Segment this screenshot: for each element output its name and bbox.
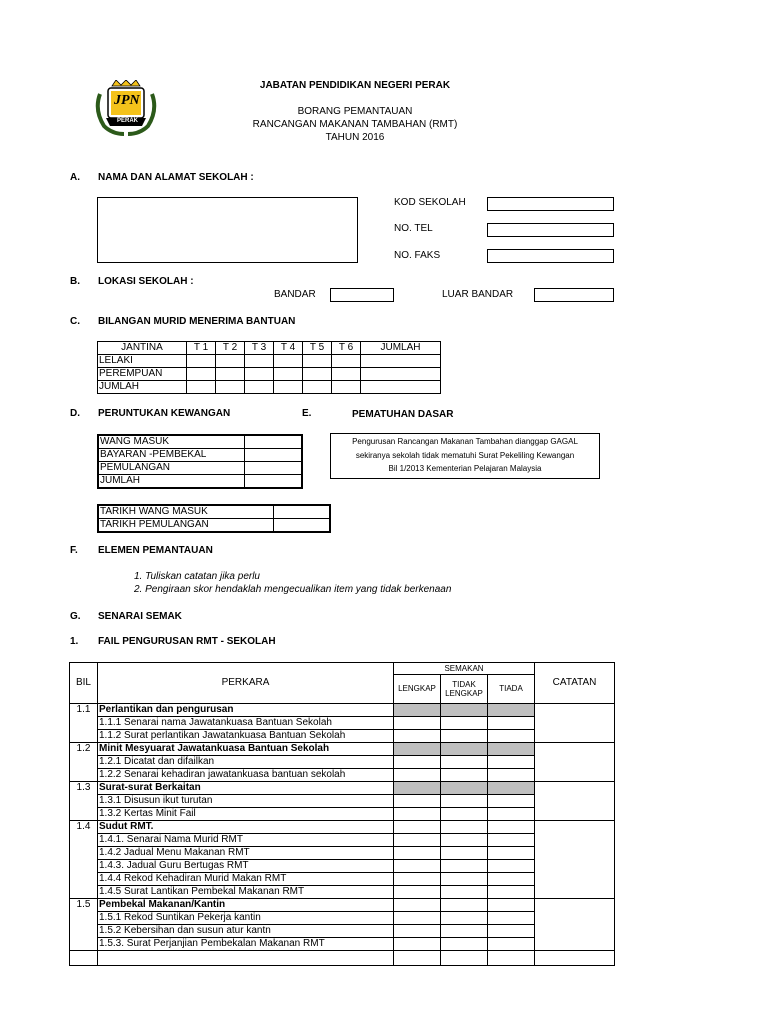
table-row xyxy=(98,381,441,394)
header-t5: T 5 xyxy=(303,342,332,355)
check-cell[interactable] xyxy=(441,795,488,808)
group-number: 1.4 xyxy=(70,821,98,899)
count-cell[interactable] xyxy=(332,381,361,394)
count-cell[interactable] xyxy=(216,381,245,394)
section-c-title: BILANGAN MURID MENERIMA BANTUAN xyxy=(98,316,296,327)
table-row xyxy=(98,355,441,368)
catatan-cell[interactable] xyxy=(535,899,615,951)
check-cell[interactable] xyxy=(441,938,488,951)
check-cell[interactable] xyxy=(488,730,535,743)
count-cell[interactable] xyxy=(245,355,274,368)
count-cell[interactable] xyxy=(274,368,303,381)
group-title: Perlantikan dan pengurusan xyxy=(98,704,394,717)
logo-perak-text: PERAK xyxy=(117,118,139,124)
checklist-item-row xyxy=(70,795,615,808)
check-cell[interactable] xyxy=(394,938,441,951)
count-cell[interactable] xyxy=(245,381,274,394)
checklist-group-row xyxy=(70,899,615,912)
checklist-item-row xyxy=(70,925,615,938)
date-cell[interactable] xyxy=(273,505,330,519)
checklist-item-row xyxy=(70,912,615,925)
check-cell[interactable] xyxy=(394,886,441,899)
checklist-item-label: 1.4.4 Rekod Kehadiran Murid Makan RMT xyxy=(98,873,394,886)
section-e-letter: E. xyxy=(302,408,312,419)
catatan-cell[interactable] xyxy=(535,704,615,743)
section-b-letter: B. xyxy=(70,276,80,287)
section-c-letter: C. xyxy=(70,316,80,327)
policy-note-line-2: sekiranya sekolah tidak mematuhi Surat Pekeliling Kewangan xyxy=(355,451,575,460)
pemulangan-label: PEMULANGAN xyxy=(98,462,244,475)
check-cell[interactable] xyxy=(441,717,488,730)
check-cell[interactable] xyxy=(488,834,535,847)
section-g-letter: G. xyxy=(70,611,81,622)
header-t2: T 2 xyxy=(216,342,245,355)
check-cell[interactable] xyxy=(441,886,488,899)
header-perkara: PERKARA xyxy=(98,663,394,704)
check-cell[interactable] xyxy=(394,821,441,834)
programme-title: RANCANGAN MAKANAN TAMBAHAN (RMT) xyxy=(252,119,458,130)
check-cell[interactable] xyxy=(394,847,441,860)
instruction-2: 2. Pengiraan skor hendaklah mengecualikan item yang tidak berkenaan xyxy=(134,584,452,595)
check-cell[interactable] xyxy=(394,756,441,769)
checklist-item-label: 1.2.1 Dicatat dan difailkan xyxy=(98,756,394,769)
policy-note-box xyxy=(330,433,600,479)
check-cell[interactable] xyxy=(394,860,441,873)
row-label-lelaki: LELAKI xyxy=(98,355,187,368)
header-tidak-lengkap-line-1: TIDAK xyxy=(452,680,476,689)
group-title: Minit Mesyuarat Jawatankuasa Bantuan Sekolah xyxy=(98,743,394,756)
check-cell[interactable] xyxy=(488,873,535,886)
section-b-title: LOKASI SEKOLAH : xyxy=(98,276,194,287)
count-cell[interactable] xyxy=(303,355,332,368)
section-f-title: ELEMEN PEMANTAUAN xyxy=(98,545,213,556)
table-row xyxy=(98,475,302,489)
blank-cell xyxy=(488,951,535,966)
check-cell[interactable] xyxy=(394,912,441,925)
checklist-item-row xyxy=(70,873,615,886)
check-cell[interactable] xyxy=(488,899,535,912)
table-row xyxy=(98,435,302,449)
catatan-cell[interactable] xyxy=(535,782,615,821)
count-cell[interactable] xyxy=(216,355,245,368)
amount-cell[interactable] xyxy=(244,435,302,449)
year-title: TAHUN 2016 xyxy=(325,132,385,143)
luar-bandar-checkbox[interactable] xyxy=(534,288,614,302)
no-tel-label: NO. TEL xyxy=(394,223,433,234)
check-cell[interactable] xyxy=(394,730,441,743)
count-cell[interactable] xyxy=(274,355,303,368)
section-g-title: SENARAI SEMAK xyxy=(98,611,182,622)
header-t1: T 1 xyxy=(187,342,216,355)
check-cell[interactable] xyxy=(394,899,441,912)
count-cell[interactable] xyxy=(361,368,441,381)
school-name-address-box[interactable] xyxy=(97,197,358,263)
check-cell xyxy=(488,743,535,756)
checklist-item-label: 1.4.5 Surat Lantikan Pembekal Makanan RMT xyxy=(98,886,394,899)
group-title: Pembekal Makanan/Kantin xyxy=(98,899,394,912)
checklist-item-label: 1.4.2 Jadual Menu Makanan RMT xyxy=(98,847,394,860)
checklist-item-row xyxy=(70,717,615,730)
check-cell[interactable] xyxy=(441,873,488,886)
table-row xyxy=(98,505,330,519)
check-cell[interactable] xyxy=(394,769,441,782)
policy-note-line-3: Bil 1/2013 Kementerian Pelajaran Malaysia xyxy=(388,464,542,473)
amount-cell[interactable] xyxy=(244,462,302,475)
check-cell[interactable] xyxy=(488,860,535,873)
checklist-group-row xyxy=(70,782,615,795)
section-d-title: PERUNTUKAN KEWANGAN xyxy=(98,408,231,419)
count-cell[interactable] xyxy=(361,355,441,368)
check-cell[interactable] xyxy=(394,808,441,821)
blank-cell xyxy=(98,951,394,966)
header-tiada: TIADA xyxy=(488,675,535,704)
catatan-cell[interactable] xyxy=(535,743,615,782)
check-cell[interactable] xyxy=(394,873,441,886)
check-cell xyxy=(394,704,441,717)
group-number: 1.2 xyxy=(70,743,98,782)
check-cell[interactable] xyxy=(488,795,535,808)
group-number: 1.3 xyxy=(70,782,98,821)
header-jumlah: JUMLAH xyxy=(361,342,441,355)
bayaran-pembekal-label: BAYARAN -PEMBEKAL xyxy=(98,449,244,462)
count-cell[interactable] xyxy=(303,381,332,394)
check-cell[interactable] xyxy=(441,808,488,821)
checklist-group-row xyxy=(70,704,615,717)
section-d-letter: D. xyxy=(70,408,80,419)
check-cell[interactable] xyxy=(488,821,535,834)
header-bil: BIL xyxy=(70,663,98,704)
check-cell[interactable] xyxy=(394,717,441,730)
policy-note-line-1: Pengurusan Rancangan Makanan Tambahan dianggap GAGAL xyxy=(352,437,578,446)
header-tidak-lengkap xyxy=(441,675,488,704)
table-row xyxy=(98,449,302,462)
checklist-item-label: 1.3.2 Kertas Minit Fail xyxy=(98,808,394,821)
date-table xyxy=(97,504,331,533)
instruction-1: 1. Tuliskan catatan jika perlu xyxy=(134,571,260,582)
checklist-item-row xyxy=(70,860,615,873)
catatan-cell[interactable] xyxy=(535,821,615,899)
count-cell[interactable] xyxy=(361,381,441,394)
checklist-item-row xyxy=(70,730,615,743)
tarikh-wang-masuk-label: TARIKH WANG MASUK xyxy=(98,505,273,519)
checklist-item-label: 1.5.1 Rekod Suntikan Pekerja kantin xyxy=(98,912,394,925)
table-row xyxy=(98,519,330,533)
checklist-item-row xyxy=(70,756,615,769)
checklist-table xyxy=(69,662,615,966)
checklist-blank-row xyxy=(70,951,615,966)
check-cell xyxy=(441,743,488,756)
luar-bandar-label: LUAR BANDAR xyxy=(442,289,514,300)
no-faks-field[interactable] xyxy=(487,249,614,263)
check-cell[interactable] xyxy=(441,730,488,743)
check-cell[interactable] xyxy=(441,756,488,769)
header-lengkap: LENGKAP xyxy=(394,675,441,704)
section-a-title: NAMA DAN ALAMAT SEKOLAH : xyxy=(98,172,254,183)
group-title: Surat-surat Berkaitan xyxy=(98,782,394,795)
check-cell[interactable] xyxy=(394,795,441,808)
check-cell[interactable] xyxy=(394,834,441,847)
subsection-number: 1. xyxy=(70,636,79,647)
blank-cell xyxy=(394,951,441,966)
department-title: JABATAN PENDIDIKAN NEGERI PERAK xyxy=(259,80,451,91)
header-t4: T 4 xyxy=(274,342,303,355)
checklist-item-label: 1.4.1. Senarai Nama Murid RMT xyxy=(98,834,394,847)
checklist-group-row xyxy=(70,743,615,756)
check-cell[interactable] xyxy=(488,847,535,860)
check-cell[interactable] xyxy=(441,847,488,860)
bandar-label: BANDAR xyxy=(274,289,316,300)
header-tidak-lengkap-line-2: LENGKAP xyxy=(445,689,483,698)
group-number: 1.5 xyxy=(70,899,98,951)
check-cell[interactable] xyxy=(441,860,488,873)
check-cell[interactable] xyxy=(488,925,535,938)
student-count-table xyxy=(97,341,441,394)
section-e-title: PEMATUHAN DASAR xyxy=(352,409,454,420)
count-cell[interactable] xyxy=(274,381,303,394)
blank-cell xyxy=(535,951,615,966)
check-cell[interactable] xyxy=(488,756,535,769)
table-row xyxy=(98,462,302,475)
row-label-perempuan: PEREMPUAN xyxy=(98,368,187,381)
bandar-checkbox[interactable] xyxy=(330,288,394,302)
kod-sekolah-label: KOD SEKOLAH xyxy=(394,197,466,208)
checklist-group-row xyxy=(70,821,615,834)
check-cell[interactable] xyxy=(441,834,488,847)
table-row xyxy=(98,368,441,381)
section-a-letter: A. xyxy=(70,172,80,183)
header-t3: T 3 xyxy=(245,342,274,355)
count-cell[interactable] xyxy=(332,368,361,381)
kod-sekolah-field[interactable] xyxy=(487,197,614,211)
finance-table xyxy=(97,434,303,489)
count-cell[interactable] xyxy=(245,368,274,381)
header-t6: T 6 xyxy=(332,342,361,355)
blank-cell xyxy=(441,951,488,966)
checklist-item-label: 1.5.2 Kebersihan dan susun atur kantn xyxy=(98,925,394,938)
group-number: 1.1 xyxy=(70,704,98,743)
check-cell[interactable] xyxy=(441,821,488,834)
check-cell[interactable] xyxy=(488,912,535,925)
checklist-item-row xyxy=(70,886,615,899)
section-f-letter: F. xyxy=(70,545,78,556)
checklist-item-row xyxy=(70,769,615,782)
tarikh-pemulangan-label: TARIKH PEMULANGAN xyxy=(98,519,273,533)
check-cell xyxy=(394,743,441,756)
wang-masuk-label: WANG MASUK xyxy=(98,435,244,449)
checklist-item-label: 1.5.3. Surat Perjanjian Pembekalan Makanan RMT xyxy=(98,938,394,951)
group-title: Sudut RMT. xyxy=(98,821,394,834)
checklist-item-row xyxy=(70,847,615,860)
checklist-item-label: 1.4.3. Jadual Guru Bertugas RMT xyxy=(98,860,394,873)
check-cell[interactable] xyxy=(441,769,488,782)
jpn-perak-logo xyxy=(94,80,158,136)
amount-cell[interactable] xyxy=(244,475,302,489)
check-cell[interactable] xyxy=(488,769,535,782)
count-cell[interactable] xyxy=(187,381,216,394)
jumlah-label: JUMLAH xyxy=(98,475,244,489)
count-cell[interactable] xyxy=(303,368,332,381)
check-cell[interactable] xyxy=(488,886,535,899)
logo-jpn-text: JPN xyxy=(114,93,140,108)
header-catatan: CATATAN xyxy=(535,663,615,704)
form-title: BORANG PEMANTAUAN xyxy=(297,106,413,117)
check-cell xyxy=(394,782,441,795)
check-cell xyxy=(488,782,535,795)
checklist-item-row xyxy=(70,834,615,847)
check-cell xyxy=(441,704,488,717)
check-cell[interactable] xyxy=(488,808,535,821)
check-cell[interactable] xyxy=(441,925,488,938)
count-cell[interactable] xyxy=(332,355,361,368)
row-label-jumlah: JUMLAH xyxy=(98,381,187,394)
checklist-item-row xyxy=(70,808,615,821)
header-jantina: JANTINA xyxy=(98,342,187,355)
check-cell[interactable] xyxy=(488,938,535,951)
checklist-item-label: 1.1.1 Senarai nama Jawatankuasa Bantuan Sekolah xyxy=(98,717,394,730)
checklist-item-label: 1.2.2 Senarai kehadiran jawatankuasa bantuan sekolah xyxy=(98,769,394,782)
checklist-item-label: 1.1.2 Surat perlantikan Jawatankuasa Bantuan Sekolah xyxy=(98,730,394,743)
check-cell[interactable] xyxy=(488,717,535,730)
check-cell xyxy=(441,782,488,795)
checklist-item-label: 1.3.1 Disusun ikut turutan xyxy=(98,795,394,808)
amount-cell[interactable] xyxy=(244,449,302,462)
check-cell xyxy=(488,704,535,717)
check-cell[interactable] xyxy=(441,899,488,912)
no-tel-field[interactable] xyxy=(487,223,614,237)
check-cell[interactable] xyxy=(441,912,488,925)
blank-cell xyxy=(70,951,98,966)
subsection-title: FAIL PENGURUSAN RMT - SEKOLAH xyxy=(98,636,276,647)
header-semakan: SEMAKAN xyxy=(394,663,535,675)
check-cell[interactable] xyxy=(394,925,441,938)
count-cell[interactable] xyxy=(187,355,216,368)
no-faks-label: NO. FAKS xyxy=(394,250,441,261)
count-cell[interactable] xyxy=(216,368,245,381)
checklist-item-row xyxy=(70,938,615,951)
count-cell[interactable] xyxy=(187,368,216,381)
date-cell[interactable] xyxy=(273,519,330,533)
